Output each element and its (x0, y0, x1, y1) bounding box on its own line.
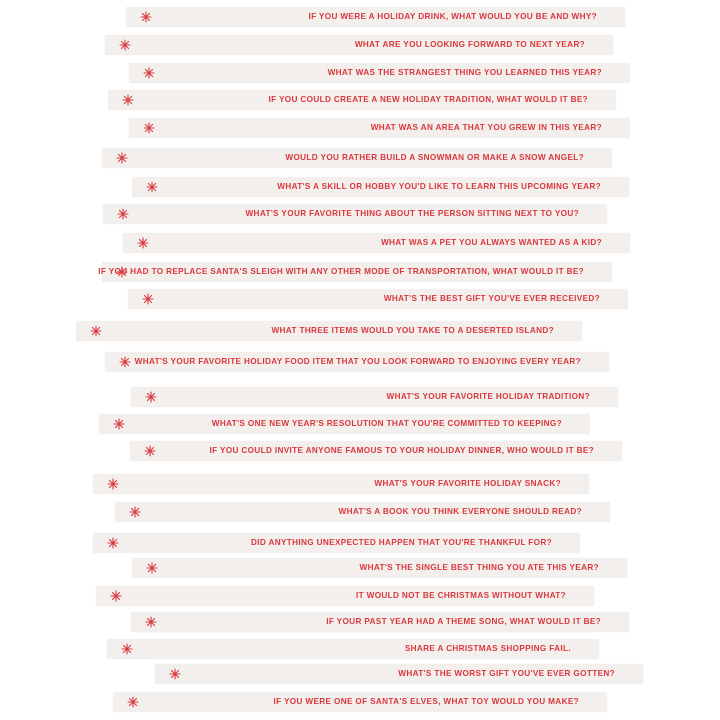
question-text: WHAT'S YOUR FAVORITE HOLIDAY FOOD ITEM THAT YOU LOOK FORWARD TO ENJOYING EVERY YEAR? (134, 357, 581, 366)
snowflake-icon (115, 206, 131, 222)
question-text: SHARE A CHRISTMAS SHOPPING FAIL. (404, 644, 571, 653)
question-strip (107, 639, 599, 659)
snowflake-icon (105, 476, 121, 492)
snowflake-icon (140, 291, 156, 307)
question-text: WHAT ARE YOU LOOKING FORWARD TO NEXT YEAR? (354, 40, 585, 49)
question-text: IT WOULD NOT BE CHRISTMAS WITHOUT WHAT? (356, 591, 566, 600)
question-text: WHAT WAS A PET YOU ALWAYS WANTED AS A KID? (380, 238, 602, 247)
question-strip (132, 558, 627, 578)
question-text: WHAT THREE ITEMS WOULD YOU TAKE TO A DESERTED ISLAND? (271, 326, 554, 335)
question-text: IF YOU WERE A HOLIDAY DRINK, WHAT WOULD YOU BE AND WHY? (308, 12, 597, 21)
snowflake-icon (108, 588, 124, 604)
snowflake-icon (88, 323, 104, 339)
snowflake-icon (117, 354, 133, 370)
question-strip (131, 612, 629, 632)
question-text: DID ANYTHING UNEXPECTED HAPPEN THAT YOU'RE THANKFUL FOR? (251, 538, 552, 547)
snowflake-icon (143, 389, 159, 405)
snowflake-icon (141, 120, 157, 136)
question-strip (102, 148, 612, 168)
question-strip (132, 177, 629, 197)
snowflake-icon (117, 37, 133, 53)
question-text: WHAT'S ONE NEW YEAR'S RESOLUTION THAT YOU'RE COMMITTED TO KEEPING? (211, 419, 562, 428)
question-strip (93, 533, 580, 553)
question-strip (103, 204, 607, 224)
question-strip (115, 502, 610, 522)
question-text: WHAT'S THE SINGLE BEST THING YOU ATE THIS YEAR? (359, 563, 599, 572)
question-text: IF YOU HAD TO REPLACE SANTA'S SLEIGH WITH ANY OTHER MODE OF TRANSPORTATION, WHAT WOULD IT BE? (98, 267, 584, 276)
question-text: WOULD YOU RATHER BUILD A SNOWMAN OR MAKE A SNOW ANGEL? (285, 153, 584, 162)
question-strip (99, 414, 590, 434)
question-text: WHAT WAS THE STRANGEST THING YOU LEARNED THIS YEAR? (327, 68, 602, 77)
question-text: WHAT'S THE BEST GIFT YOU'VE EVER RECEIVED? (383, 294, 600, 303)
question-text: IF YOU COULD CREATE A NEW HOLIDAY TRADITION, WHAT WOULD IT BE? (268, 95, 588, 104)
snowflake-icon (114, 150, 130, 166)
question-text: WHAT WAS AN AREA THAT YOU GREW IN THIS YEAR? (370, 123, 602, 132)
question-strip (105, 352, 609, 372)
question-strip (128, 289, 628, 309)
question-text: WHAT'S YOUR FAVORITE THING ABOUT THE PERSON SITTING NEXT TO YOU? (245, 209, 579, 218)
snowflake-icon (138, 9, 154, 25)
question-strip (130, 441, 622, 461)
question-text: WHAT'S A BOOK YOU THINK EVERYONE SHOULD READ? (338, 507, 582, 516)
question-text: IF YOUR PAST YEAR HAD A THEME SONG, WHAT WOULD IT BE? (326, 617, 601, 626)
question-text: IF YOU COULD INVITE ANYONE FAMOUS TO YOUR HOLIDAY DINNER, WHO WOULD IT BE? (209, 446, 594, 455)
snowflake-icon (111, 416, 127, 432)
question-strip (108, 90, 616, 110)
question-text: WHAT'S A SKILL OR HOBBY YOU'D LIKE TO LEARN THIS UPCOMING YEAR? (277, 182, 601, 191)
question-text: WHAT'S YOUR FAVORITE HOLIDAY SNACK? (374, 479, 561, 488)
snowflake-icon (105, 535, 121, 551)
snowflake-icon (144, 179, 160, 195)
snowflake-icon (142, 443, 158, 459)
snowflake-icon (141, 65, 157, 81)
snowflake-icon (143, 614, 159, 630)
question-text: IF YOU WERE ONE OF SANTA'S ELVES, WHAT TOY WOULD YOU MAKE? (273, 697, 579, 706)
question-strip (93, 474, 589, 494)
question-strip (155, 664, 643, 684)
snowflake-icon (120, 92, 136, 108)
question-strip (76, 321, 582, 341)
question-strip (96, 586, 594, 606)
snowflake-icon (167, 666, 183, 682)
question-strip (129, 63, 630, 83)
question-strip (113, 692, 607, 712)
question-strip (98, 262, 612, 282)
question-strip (129, 118, 630, 138)
snowflake-icon (119, 641, 135, 657)
snowflake-icon (127, 504, 143, 520)
question-text: WHAT'S YOUR FAVORITE HOLIDAY TRADITION? (386, 392, 590, 401)
question-strip (126, 7, 625, 27)
snowflake-icon (125, 694, 141, 710)
snowflake-icon (144, 560, 160, 576)
snowflake-icon (135, 235, 151, 251)
question-strip (131, 387, 618, 407)
question-strip (123, 233, 630, 253)
question-text: WHAT'S THE WORST GIFT YOU'VE EVER GOTTEN? (398, 669, 615, 678)
question-strip (105, 35, 613, 55)
